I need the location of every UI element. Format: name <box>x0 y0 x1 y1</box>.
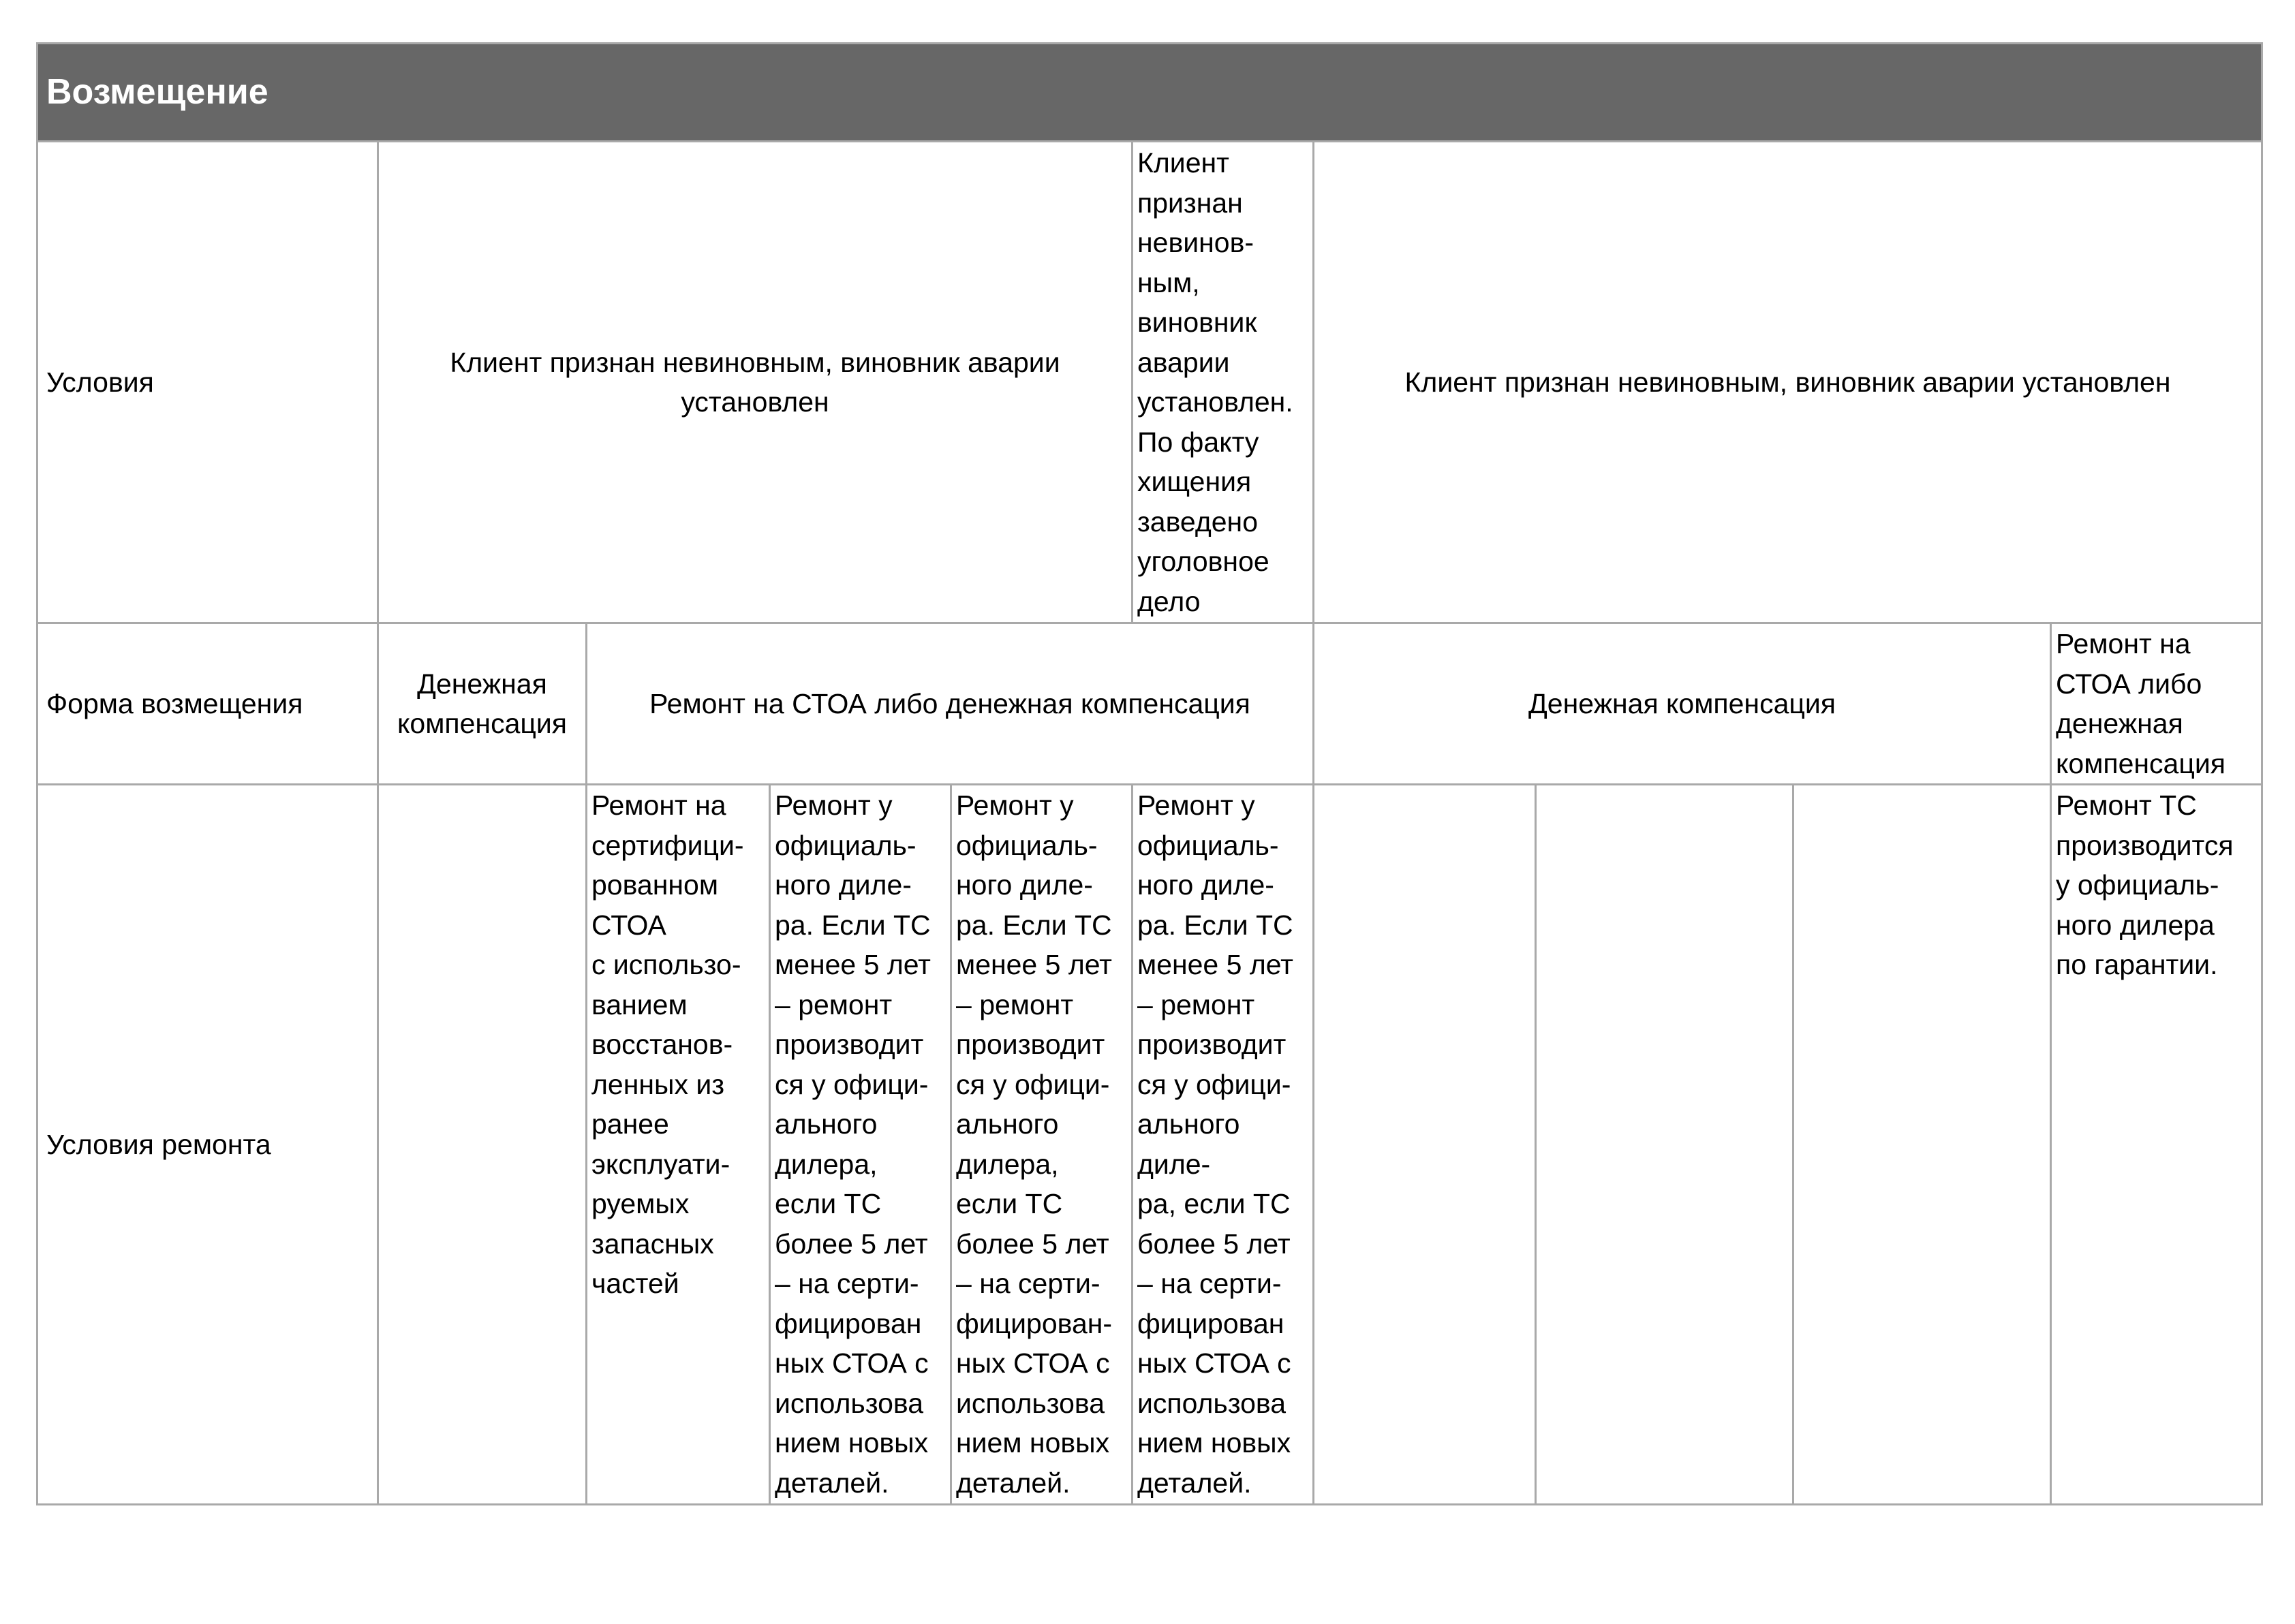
repair-cell <box>1536 785 1793 1505</box>
repair-cell <box>1314 785 1536 1505</box>
form-cell: Ремонт на СТОА либо денежная компенсация <box>2051 623 2262 785</box>
table-row <box>37 623 2262 785</box>
table-title: Возмещение <box>37 44 2262 142</box>
repair-cell <box>378 785 587 1505</box>
conditions-cell: Клиент признан невинов- ным, виновник аварии установлен. По факту хищения заведено уголовное дело <box>1133 142 1314 623</box>
table-row <box>37 785 2262 1505</box>
row-label-conditions: Условия <box>37 142 378 623</box>
row-label-repair: Условия ремонта <box>37 785 378 1505</box>
form-cell: Денежная компенсация <box>378 623 587 785</box>
form-cell: Денежная компенсация <box>1314 623 2051 785</box>
conditions-cell: Клиент признан невиновным, виновник аварии установлен <box>1314 142 2262 623</box>
row-label-form: Форма возмещения <box>37 623 378 785</box>
repair-cell <box>1793 785 2051 1505</box>
repair-cell: Ремонт на сертифици- рованном СТОА с использо- ванием восстанов- ленных из ранее эксплуати- руемых запасных частей <box>587 785 770 1505</box>
compensation-table <box>36 42 2263 1505</box>
table-header-row <box>37 44 2262 142</box>
repair-cell: Ремонт у официаль- ного диле- ра. Если ТС менее 5 лет – ремонт производит ся у офици- ального дилера, если ТС более 5 лет – на серти- фицирован ных СТОА с использова нием новых деталей. <box>770 785 951 1505</box>
repair-cell: Ремонт у официаль- ного диле- ра. Если ТС менее 5 лет – ремонт производит ся у офици- ального диле- ра, если ТС более 5 лет – на серти- фицирован ных СТОА с использова нием новых деталей. <box>1133 785 1314 1505</box>
repair-cell: Ремонт у официаль- ного диле- ра. Если ТС менее 5 лет – ремонт производит ся у офици- ального дилера, если ТС более 5 лет – на серти- фицирован- ных СТОА с использова нием новых деталей. <box>951 785 1133 1505</box>
form-cell: Ремонт на СТОА либо денежная компенсация <box>587 623 1314 785</box>
table-row <box>37 142 2262 623</box>
repair-cell: Ремонт ТС производится у официаль- ного дилера по гарантии. <box>2051 785 2262 1505</box>
conditions-cell: Клиент признан невиновным, виновник аварии установлен <box>378 142 1133 623</box>
